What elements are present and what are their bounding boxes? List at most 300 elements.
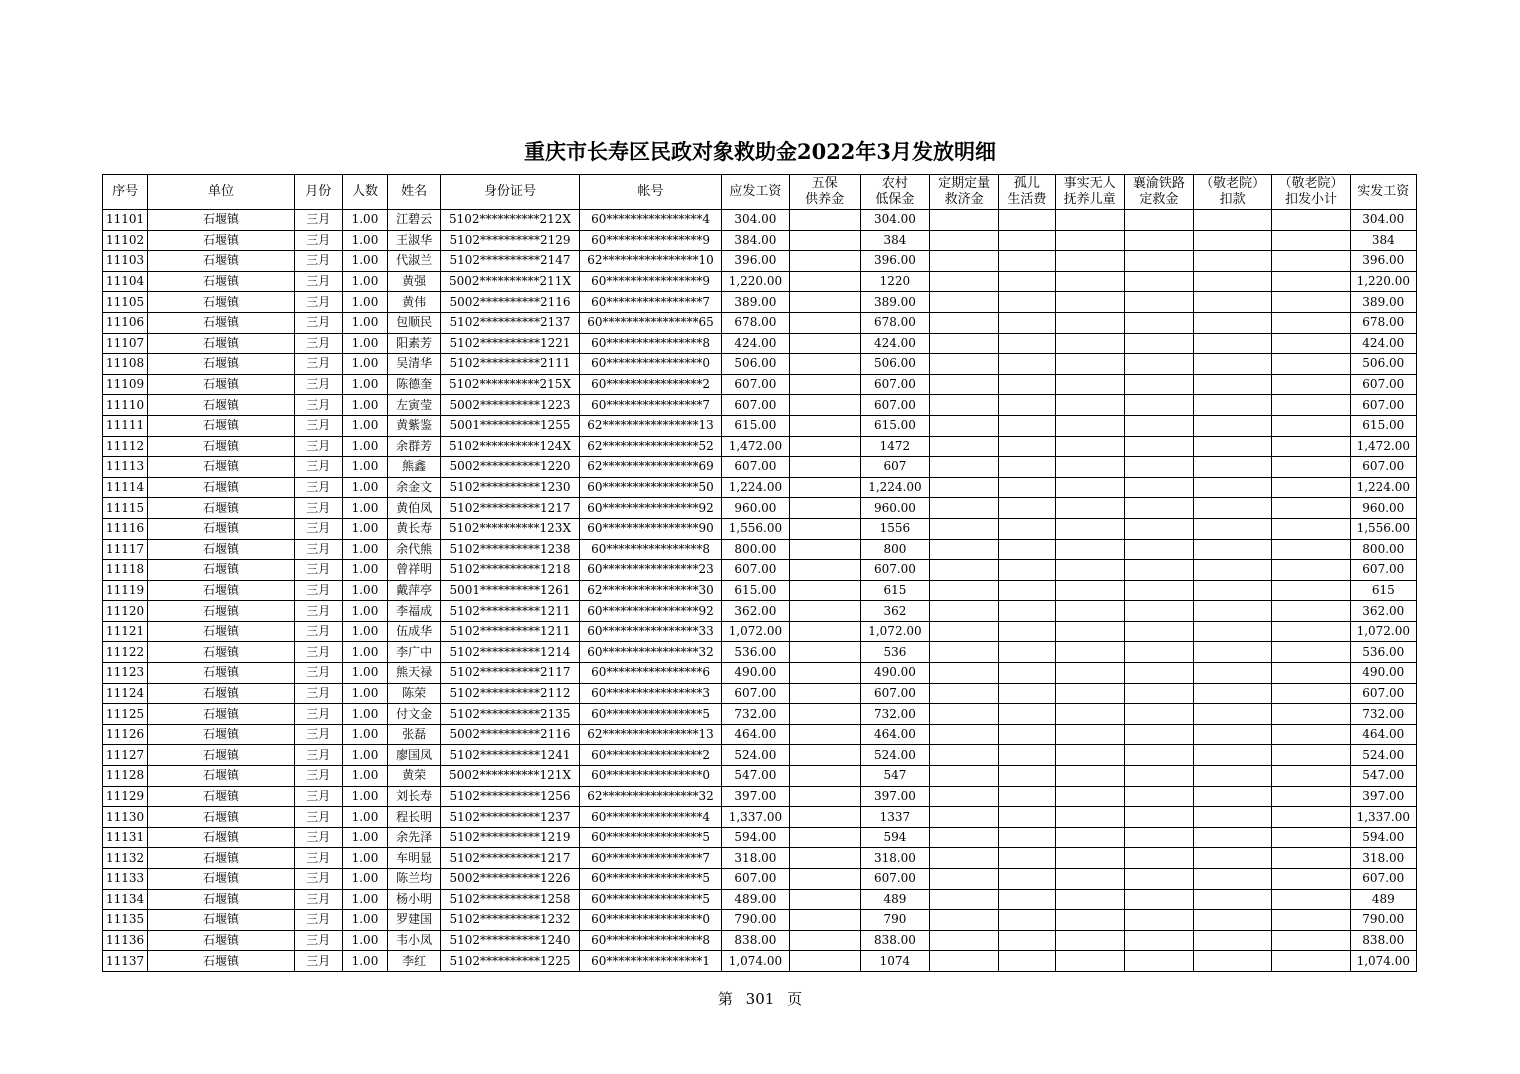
table-cell: 607.00 xyxy=(722,683,789,704)
table-cell: 60****************50 xyxy=(579,477,722,498)
table-cell: 三月 xyxy=(294,580,342,601)
table-cell: 60****************92 xyxy=(579,601,722,622)
table-cell: 韦小凤 xyxy=(388,930,441,951)
table-cell xyxy=(789,436,860,457)
table-cell: 389.00 xyxy=(1350,292,1416,313)
table-cell: 刘长寿 xyxy=(388,786,441,807)
table-row xyxy=(103,766,1417,787)
table-cell xyxy=(930,601,999,622)
table-cell xyxy=(1124,374,1193,395)
table-cell: 三月 xyxy=(294,848,342,869)
table-cell xyxy=(1194,312,1272,333)
table-cell: 余代熊 xyxy=(388,539,441,560)
table-cell: 536 xyxy=(860,642,929,663)
table-cell: 5102**********215X xyxy=(441,374,580,395)
table-cell xyxy=(1272,457,1350,478)
table-cell: 11129 xyxy=(103,786,148,807)
table-cell xyxy=(1272,869,1350,890)
table-cell: 397.00 xyxy=(1350,786,1416,807)
table-cell: 罗建国 xyxy=(388,910,441,931)
table-cell: 5102**********1211 xyxy=(441,621,580,642)
table-cell: 吴清华 xyxy=(388,354,441,375)
table-cell xyxy=(789,374,860,395)
table-cell: 石堰镇 xyxy=(148,333,295,354)
table-cell: 三月 xyxy=(294,251,342,272)
table-row xyxy=(103,889,1417,910)
table-cell: 384.00 xyxy=(722,230,789,251)
table-cell xyxy=(999,457,1055,478)
table-cell: 石堰镇 xyxy=(148,354,295,375)
table-cell: 396.00 xyxy=(722,251,789,272)
table-cell: 三月 xyxy=(294,395,342,416)
table-cell xyxy=(1272,518,1350,539)
table-cell xyxy=(1055,477,1124,498)
table-cell: 石堰镇 xyxy=(148,951,295,972)
table-cell xyxy=(1124,498,1193,519)
table-cell: 396.00 xyxy=(860,251,929,272)
table-cell: 60****************33 xyxy=(579,621,722,642)
table-cell: 424.00 xyxy=(860,333,929,354)
table-cell xyxy=(1055,704,1124,725)
table-cell xyxy=(789,312,860,333)
table-cell xyxy=(999,621,1055,642)
table-cell: 5002**********1223 xyxy=(441,395,580,416)
table-row xyxy=(103,210,1417,231)
table-cell xyxy=(999,889,1055,910)
table-cell: 62****************30 xyxy=(579,580,722,601)
table-cell: 三月 xyxy=(294,498,342,519)
table-cell: 384 xyxy=(1350,230,1416,251)
table-cell xyxy=(999,766,1055,787)
table-cell: 838.00 xyxy=(722,930,789,951)
table-cell: 5102**********2112 xyxy=(441,683,580,704)
table-cell xyxy=(1055,848,1124,869)
table-cell: 三月 xyxy=(294,951,342,972)
table-cell: 607.00 xyxy=(722,869,789,890)
table-cell xyxy=(1272,951,1350,972)
table-cell: 424.00 xyxy=(722,333,789,354)
table-cell: 5102**********2129 xyxy=(441,230,580,251)
table-cell: 石堰镇 xyxy=(148,766,295,787)
table-cell xyxy=(1124,663,1193,684)
table-cell: 11118 xyxy=(103,560,148,581)
table-cell: 1556 xyxy=(860,518,929,539)
table-cell: 60****************7 xyxy=(579,395,722,416)
table-cell: 506.00 xyxy=(1350,354,1416,375)
table-cell xyxy=(1124,786,1193,807)
table-cell xyxy=(930,374,999,395)
table-cell: 11104 xyxy=(103,271,148,292)
table-cell: 11112 xyxy=(103,436,148,457)
table-cell: 三月 xyxy=(294,766,342,787)
column-header: 身份证号 xyxy=(441,175,580,210)
table-cell: 5102**********1217 xyxy=(441,848,580,869)
table-cell: 张磊 xyxy=(388,724,441,745)
table-cell xyxy=(1272,374,1350,395)
table-cell xyxy=(1124,560,1193,581)
table-cell xyxy=(999,560,1055,581)
table-cell xyxy=(789,498,860,519)
table-cell xyxy=(1124,333,1193,354)
table-cell: 607.00 xyxy=(722,457,789,478)
table-cell: 490.00 xyxy=(1350,663,1416,684)
table-cell: 800 xyxy=(860,539,929,560)
table-row xyxy=(103,477,1417,498)
table-cell xyxy=(930,312,999,333)
table-cell: 左寅莹 xyxy=(388,395,441,416)
table-cell: 石堰镇 xyxy=(148,910,295,931)
table-cell: 石堰镇 xyxy=(148,395,295,416)
table-row xyxy=(103,251,1417,272)
table-cell: 678.00 xyxy=(1350,312,1416,333)
table-cell xyxy=(1124,271,1193,292)
table-cell: 石堰镇 xyxy=(148,580,295,601)
table-cell: 石堰镇 xyxy=(148,312,295,333)
table-cell: 362.00 xyxy=(1350,601,1416,622)
table-row xyxy=(103,374,1417,395)
table-cell xyxy=(789,807,860,828)
table-cell: 60****************32 xyxy=(579,642,722,663)
page-footer xyxy=(0,988,1520,1009)
column-header: 襄渝铁路 定救金 xyxy=(1124,175,1193,210)
table-row xyxy=(103,663,1417,684)
table-cell: 62****************52 xyxy=(579,436,722,457)
table-cell: 陈荣 xyxy=(388,683,441,704)
table-cell: 三月 xyxy=(294,292,342,313)
table-cell xyxy=(1124,951,1193,972)
table-cell: 60****************2 xyxy=(579,745,722,766)
table-cell: 5001**********1261 xyxy=(441,580,580,601)
table-cell: 524.00 xyxy=(1350,745,1416,766)
table-cell xyxy=(1194,642,1272,663)
table-cell xyxy=(1055,910,1124,931)
table-cell xyxy=(1124,415,1193,436)
table-cell xyxy=(930,910,999,931)
table-cell: 石堰镇 xyxy=(148,251,295,272)
table-cell xyxy=(789,292,860,313)
table-cell xyxy=(1272,560,1350,581)
table-cell: 1.00 xyxy=(342,848,387,869)
table-cell: 1472 xyxy=(860,436,929,457)
table-cell xyxy=(1272,539,1350,560)
table-cell xyxy=(1124,251,1193,272)
table-cell xyxy=(999,518,1055,539)
table-cell: 11121 xyxy=(103,621,148,642)
table-row xyxy=(103,951,1417,972)
table-cell: 11135 xyxy=(103,910,148,931)
table-cell: 5002**********1220 xyxy=(441,457,580,478)
table-cell xyxy=(1272,601,1350,622)
table-cell xyxy=(930,415,999,436)
table-cell: 5102**********1238 xyxy=(441,539,580,560)
table-row xyxy=(103,560,1417,581)
table-cell xyxy=(1055,869,1124,890)
table-cell: 陈德奎 xyxy=(388,374,441,395)
table-cell xyxy=(789,724,860,745)
table-cell: 1,072.00 xyxy=(860,621,929,642)
table-cell: 三月 xyxy=(294,230,342,251)
table-cell xyxy=(1194,704,1272,725)
table-cell: 607.00 xyxy=(722,395,789,416)
table-row xyxy=(103,457,1417,478)
table-cell xyxy=(999,230,1055,251)
table-cell: 三月 xyxy=(294,642,342,663)
table-cell xyxy=(1124,210,1193,231)
table-cell: 1220 xyxy=(860,271,929,292)
table-cell: 三月 xyxy=(294,621,342,642)
table-cell xyxy=(1055,807,1124,828)
table-cell: 石堰镇 xyxy=(148,930,295,951)
table-cell xyxy=(1124,766,1193,787)
table-cell: 三月 xyxy=(294,889,342,910)
table-cell: 三月 xyxy=(294,210,342,231)
table-cell: 11131 xyxy=(103,827,148,848)
table-cell: 三月 xyxy=(294,704,342,725)
table-cell: 1,224.00 xyxy=(722,477,789,498)
table-cell: 1.00 xyxy=(342,251,387,272)
table-cell xyxy=(999,663,1055,684)
table-cell: 石堰镇 xyxy=(148,498,295,519)
table-cell xyxy=(1055,312,1124,333)
table-cell: 5102**********1217 xyxy=(441,498,580,519)
table-cell xyxy=(1124,745,1193,766)
table-cell: 11130 xyxy=(103,807,148,828)
table-cell xyxy=(930,498,999,519)
table-cell xyxy=(1194,724,1272,745)
table-cell: 5102**********1221 xyxy=(441,333,580,354)
table-cell xyxy=(789,827,860,848)
table-cell xyxy=(789,395,860,416)
table-cell xyxy=(999,251,1055,272)
table-cell: 三月 xyxy=(294,354,342,375)
table-cell: 607.00 xyxy=(860,683,929,704)
table-cell: 800.00 xyxy=(722,539,789,560)
table-cell: 11102 xyxy=(103,230,148,251)
table-cell: 石堰镇 xyxy=(148,518,295,539)
table-cell xyxy=(789,354,860,375)
table-cell xyxy=(1272,786,1350,807)
table-cell xyxy=(1194,848,1272,869)
table-cell xyxy=(930,848,999,869)
table-cell: 三月 xyxy=(294,415,342,436)
table-cell: 5102**********1237 xyxy=(441,807,580,828)
table-cell xyxy=(1194,663,1272,684)
table-cell: 1.00 xyxy=(342,498,387,519)
table-cell: 1.00 xyxy=(342,560,387,581)
table-cell: 11106 xyxy=(103,312,148,333)
table-cell xyxy=(999,271,1055,292)
table-cell: 62****************69 xyxy=(579,457,722,478)
table-cell xyxy=(999,827,1055,848)
table-cell: 732.00 xyxy=(722,704,789,725)
table-row xyxy=(103,621,1417,642)
table-cell xyxy=(1194,436,1272,457)
table-cell: 1,072.00 xyxy=(1350,621,1416,642)
table-cell xyxy=(1272,395,1350,416)
table-cell: 三月 xyxy=(294,910,342,931)
table-cell: 11103 xyxy=(103,251,148,272)
table-row xyxy=(103,724,1417,745)
table-cell: 607.00 xyxy=(1350,457,1416,478)
table-cell: 615.00 xyxy=(722,580,789,601)
table-row xyxy=(103,807,1417,828)
table-cell xyxy=(1055,766,1124,787)
table-cell xyxy=(1124,704,1193,725)
table-cell xyxy=(1194,374,1272,395)
table-cell: 石堰镇 xyxy=(148,848,295,869)
table-cell: 三月 xyxy=(294,560,342,581)
table-cell xyxy=(1124,601,1193,622)
table-cell: 60****************7 xyxy=(579,292,722,313)
table-cell xyxy=(999,642,1055,663)
column-header: 姓名 xyxy=(388,175,441,210)
table-cell xyxy=(789,210,860,231)
table-cell xyxy=(1055,292,1124,313)
table-cell: 三月 xyxy=(294,518,342,539)
table-cell xyxy=(1194,560,1272,581)
table-cell xyxy=(930,292,999,313)
table-cell xyxy=(1124,848,1193,869)
table-row xyxy=(103,518,1417,539)
table-cell: 廖国凤 xyxy=(388,745,441,766)
table-cell xyxy=(930,930,999,951)
table-cell: 1074 xyxy=(860,951,929,972)
table-cell: 384 xyxy=(860,230,929,251)
table-cell xyxy=(1055,374,1124,395)
table-cell: 5001**********1255 xyxy=(441,415,580,436)
table-cell xyxy=(789,766,860,787)
table-cell: 1.00 xyxy=(342,786,387,807)
table-cell xyxy=(1272,580,1350,601)
table-cell: 60****************5 xyxy=(579,704,722,725)
table-cell xyxy=(930,436,999,457)
table-cell: 11125 xyxy=(103,704,148,725)
table-cell xyxy=(1055,951,1124,972)
page-title: 重庆市长寿区民政对象救助金2022年3月发放明细 xyxy=(523,139,997,164)
table-cell: 三月 xyxy=(294,477,342,498)
table-cell xyxy=(930,745,999,766)
table-cell xyxy=(999,786,1055,807)
table-cell xyxy=(1194,766,1272,787)
column-header: 帐号 xyxy=(579,175,722,210)
table-cell: 余群芳 xyxy=(388,436,441,457)
table-cell: 60****************92 xyxy=(579,498,722,519)
table-cell: 三月 xyxy=(294,663,342,684)
table-cell xyxy=(1124,354,1193,375)
table-cell xyxy=(789,415,860,436)
footer-suffix: 页 xyxy=(787,990,803,1008)
table-cell: 曾祥明 xyxy=(388,560,441,581)
table-cell xyxy=(1194,621,1272,642)
table-cell xyxy=(930,724,999,745)
table-cell: 三月 xyxy=(294,807,342,828)
table-cell: 石堰镇 xyxy=(148,663,295,684)
table-cell: 1.00 xyxy=(342,457,387,478)
table-cell: 362 xyxy=(860,601,929,622)
table-cell xyxy=(1272,910,1350,931)
table-cell xyxy=(999,333,1055,354)
table-cell: 490.00 xyxy=(860,663,929,684)
table-row xyxy=(103,354,1417,375)
table-cell: 732.00 xyxy=(860,704,929,725)
table-cell: 石堰镇 xyxy=(148,745,295,766)
table-cell: 程长明 xyxy=(388,807,441,828)
table-cell: 60****************6 xyxy=(579,663,722,684)
table-cell xyxy=(1194,271,1272,292)
table-cell: 石堰镇 xyxy=(148,374,295,395)
table-cell: 5002**********211X xyxy=(441,271,580,292)
table-cell xyxy=(930,333,999,354)
table-cell xyxy=(1194,230,1272,251)
table-cell xyxy=(1194,745,1272,766)
table-cell: 11108 xyxy=(103,354,148,375)
table-cell xyxy=(1055,930,1124,951)
table-cell xyxy=(930,807,999,828)
table-cell xyxy=(1124,827,1193,848)
table-cell xyxy=(789,560,860,581)
table-cell: 396.00 xyxy=(1350,251,1416,272)
table-cell: 杨小明 xyxy=(388,889,441,910)
table-row xyxy=(103,230,1417,251)
table-cell xyxy=(999,312,1055,333)
table-cell xyxy=(1055,395,1124,416)
table-cell xyxy=(1055,745,1124,766)
table-cell: 石堰镇 xyxy=(148,230,295,251)
table-cell xyxy=(1055,601,1124,622)
table-cell xyxy=(1194,457,1272,478)
table-cell xyxy=(1194,210,1272,231)
table-cell: 1.00 xyxy=(342,271,387,292)
table-cell xyxy=(1194,601,1272,622)
table-cell xyxy=(1272,312,1350,333)
table-cell xyxy=(999,374,1055,395)
table-cell xyxy=(789,539,860,560)
table-cell: 1,220.00 xyxy=(1350,271,1416,292)
table-cell: 1.00 xyxy=(342,436,387,457)
table-row xyxy=(103,498,1417,519)
table-cell: 1.00 xyxy=(342,930,387,951)
table-cell xyxy=(999,539,1055,560)
table-cell: 615 xyxy=(860,580,929,601)
table-cell: 362.00 xyxy=(722,601,789,622)
table-cell: 陈兰均 xyxy=(388,869,441,890)
table-row xyxy=(103,704,1417,725)
table-cell xyxy=(999,745,1055,766)
table-cell: 石堰镇 xyxy=(148,869,295,890)
table-cell: 5102**********124X xyxy=(441,436,580,457)
table-cell xyxy=(1055,415,1124,436)
table-cell: 11110 xyxy=(103,395,148,416)
table-cell xyxy=(1055,436,1124,457)
column-header: 人数 xyxy=(342,175,387,210)
table-cell: 三月 xyxy=(294,869,342,890)
table-cell: 60****************1 xyxy=(579,951,722,972)
table-cell xyxy=(1194,333,1272,354)
table-cell: 11105 xyxy=(103,292,148,313)
table-cell: 伍成华 xyxy=(388,621,441,642)
table-cell: 5002**********121X xyxy=(441,766,580,787)
table-cell xyxy=(1272,498,1350,519)
table-cell xyxy=(1194,910,1272,931)
table-cell: 60****************8 xyxy=(579,930,722,951)
table-cell xyxy=(1272,251,1350,272)
table-cell: 1.00 xyxy=(342,415,387,436)
table-cell: 489 xyxy=(1350,889,1416,910)
table-cell xyxy=(789,333,860,354)
table-cell: 524.00 xyxy=(722,745,789,766)
table-cell: 594.00 xyxy=(1350,827,1416,848)
table-cell xyxy=(1055,786,1124,807)
